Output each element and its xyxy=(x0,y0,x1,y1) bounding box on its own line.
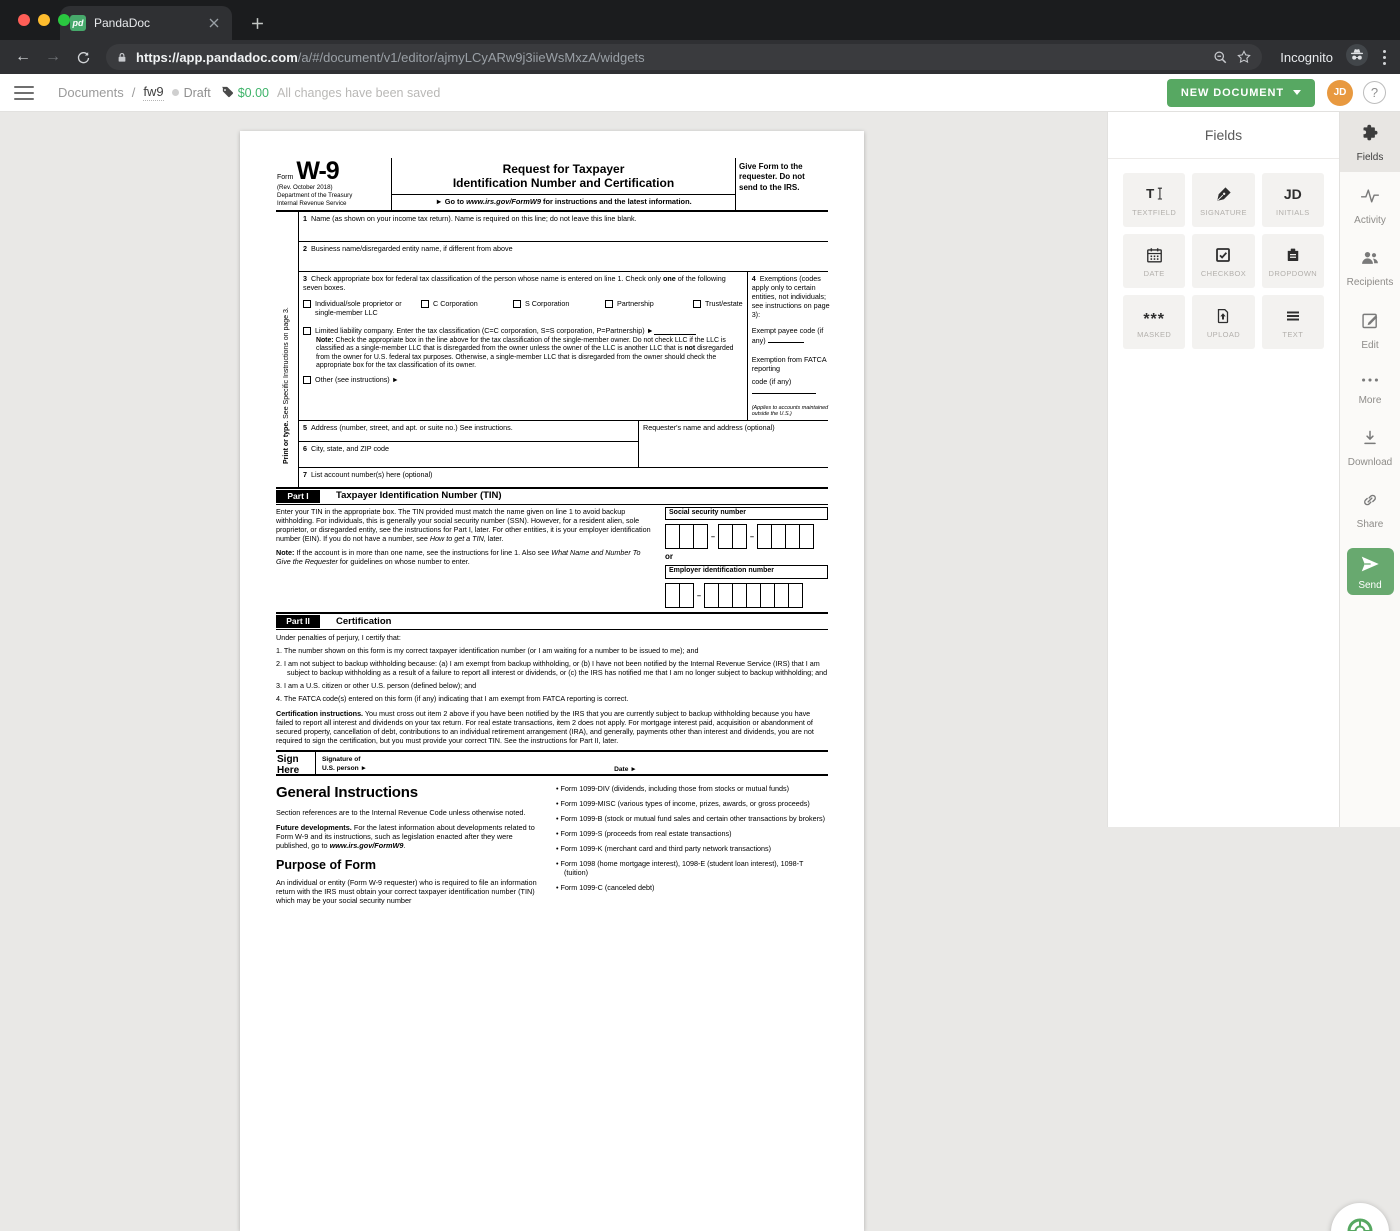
help-button[interactable]: ? xyxy=(1363,81,1386,104)
textfield-icon xyxy=(1144,183,1165,205)
checkbox-llc: Limited liability company. Enter the tax classification (C=C corporation, S=S corporation, P=Partnership) ► xyxy=(303,326,743,335)
date-label: Date ► xyxy=(614,752,828,774)
address-bar[interactable] xyxy=(106,44,1262,70)
browser-tab-strip xyxy=(0,0,1400,40)
form-title-line2: Identification Number and Certification xyxy=(392,177,735,191)
line3-classification: 3 Check appropriate box for federal tax classification of the person whose name is entered on line 1. Check only one of the following seven boxes. Individual/sole proprietor or single-member LLC C Corporation S Corporation Partnership Trust/estate Limited liability company. Enter the tax classification (C=C corporation, S=S corporation, P=Partnership) ► Note: Check the appropriate box in the line above for the tax classification of the single-member owner. Do not check LLC if the LLC is classified as a single-member LLC that is disregarded from the owner unless the owner of the LLC is another LLC that is not disregarded from the owner for U.S. federal tax purposes. Otherwise, a single-member LLC that is disregarded from the owner should check the appropriate box for the tax classification of its owner. Other (see instructions) ► xyxy=(299,272,748,421)
part1-title: Taxpayer Identification Number (TIN) xyxy=(336,490,502,502)
part1-label: Part I xyxy=(276,490,320,503)
certification-item: 1. The number shown on this form is my correct taxpayer identification number (or I am waiting for a number to be issued to me); and xyxy=(276,646,828,655)
form-revision: (Rev. October 2018) xyxy=(277,184,388,192)
certification-item: 4. The FATCA code(s) entered on this form (if any) indicating that I am exempt from FATCA reporting is correct. xyxy=(276,694,828,703)
w9-lines-section xyxy=(298,212,828,488)
forms-bullet-list xyxy=(556,784,828,911)
calendar-icon xyxy=(1145,244,1164,266)
fields-panel xyxy=(1107,112,1339,827)
signature-icon xyxy=(1214,183,1233,205)
maximize-window-button[interactable] xyxy=(58,14,70,26)
part2-label: Part II xyxy=(276,615,320,628)
link-icon xyxy=(1360,490,1380,515)
save-status-text: All changes have been saved xyxy=(277,86,440,100)
certification-item: 2. I am not subject to backup withholding because: (a) I am exempt from backup withholding, or (b) I have not been notified by the Internal Revenue Service (IRS) that I am subject to backup withholding as a result of a failure to report all interest or dividends, or (c) the IRS has notified me that I am no longer subject to backup withholding; and xyxy=(276,659,828,677)
puzzle-icon xyxy=(1360,122,1381,148)
certification-item: 3. I am a U.S. citizen or other U.S. person (defined below); and xyxy=(276,681,828,690)
pulse-icon xyxy=(1359,186,1381,211)
chat-help-bubble[interactable] xyxy=(1331,1203,1389,1231)
or-label: or xyxy=(665,552,828,562)
line6-city-state-zip: 6 City, state, and ZIP code xyxy=(299,442,638,467)
status-badge: Draft xyxy=(184,86,211,100)
ein-label: Employer identification number xyxy=(665,565,828,579)
breadcrumb xyxy=(58,84,164,101)
document-page-w9[interactable] xyxy=(240,131,864,1231)
general-instructions-section xyxy=(276,784,828,911)
ssn-label: Social security number xyxy=(665,507,828,521)
zoom-out-icon[interactable] xyxy=(1213,50,1228,65)
line2-business-name: 2 Business name/disregarded entity name, if different from above xyxy=(299,242,828,272)
rail-item-more[interactable]: More xyxy=(1340,365,1400,414)
right-toolbar xyxy=(1339,112,1400,827)
form-service: Internal Revenue Service xyxy=(277,200,388,208)
browser-toolbar xyxy=(0,40,1400,74)
line7-account-numbers: 7 List account number(s) here (optional) xyxy=(299,468,828,487)
close-window-button[interactable] xyxy=(18,14,30,26)
pandadoc-favicon: pd xyxy=(70,15,86,31)
upload-icon xyxy=(1214,305,1232,327)
checkbox-individual: Individual/sole proprietor or single-member LLC xyxy=(303,299,421,317)
lock-icon xyxy=(116,51,128,64)
field-button-textfield[interactable]: T TEXTFIELD xyxy=(1123,173,1185,227)
checkbox-trust-estate: Trust/estate xyxy=(693,299,743,317)
price-tag-icon[interactable] xyxy=(221,86,234,99)
new-document-button[interactable] xyxy=(1167,79,1315,107)
ein-boxes xyxy=(665,583,828,608)
rail-item-recipients[interactable]: Recipients xyxy=(1340,240,1400,296)
w9-form-header xyxy=(276,158,828,212)
w9-form-title-block xyxy=(392,158,736,210)
form-goto-line: ► Go to www.irs.gov/FormW9 for instructions and the latest information. xyxy=(392,194,735,209)
refresh-icon[interactable] xyxy=(70,44,96,70)
form-department: Department of the Treasury xyxy=(277,192,388,200)
field-button-checkbox[interactable]: CHECKBOX xyxy=(1192,234,1254,288)
paper-plane-icon xyxy=(1359,553,1381,578)
field-button-initials[interactable]: JD INITIALS xyxy=(1262,173,1324,227)
fields-panel-title: Fields xyxy=(1108,112,1339,159)
rail-item-download[interactable]: Download xyxy=(1340,420,1400,476)
irs-url: www.irs.gov/FormW9 xyxy=(466,197,541,206)
form-title-line1: Request for Taxpayer xyxy=(392,163,735,177)
tab-close-icon[interactable] xyxy=(206,15,222,31)
checkbox-c-corporation: C Corporation xyxy=(421,299,513,317)
sign-here-row xyxy=(276,750,828,776)
form-bullet: • Form 1099-S (proceeds from real estate transactions) xyxy=(556,829,828,838)
people-icon xyxy=(1359,248,1381,273)
future-developments: Future developments. For the latest information about developments related to Form W-9 and its instructions, such as legislation enacted after they were published, go to www.irs.gov/FormW9. xyxy=(276,823,538,850)
hamburger-menu-icon[interactable] xyxy=(14,86,34,100)
give-form-note: Give Form to the requester. Do not send to the IRS. xyxy=(736,158,828,210)
app-header xyxy=(0,74,1400,112)
form-word: Form xyxy=(277,174,293,183)
part1-header xyxy=(276,487,828,505)
sign-here-label: Sign Here xyxy=(276,752,316,774)
bookmark-star-icon[interactable] xyxy=(1236,49,1252,65)
ssn-boxes xyxy=(665,524,828,549)
general-instructions-heading: General Instructions xyxy=(276,784,538,803)
document-title[interactable]: fw9 xyxy=(143,84,163,101)
field-button-text[interactable]: TEXT xyxy=(1262,295,1324,349)
form-bullet: • Form 1098 (home mortgage interest), 1098-E (student loan interest), 1098-T (tuition) xyxy=(556,859,828,877)
url-domain: https://app.pandadoc.com xyxy=(136,50,298,65)
checkbox-other: Other (see instructions) ► xyxy=(303,375,743,384)
user-avatar[interactable]: JD xyxy=(1327,80,1353,106)
field-button-upload[interactable]: UPLOAD xyxy=(1192,295,1254,349)
new-tab-button[interactable] xyxy=(244,10,270,36)
download-icon xyxy=(1360,428,1380,453)
purpose-of-form-text: An individual or entity (Form W-9 requester) who is required to file an information return with the IRS must obtain your correct taxpayer identification number (TIN) which may be your social security number xyxy=(276,878,538,905)
minimize-window-button[interactable] xyxy=(38,14,50,26)
form-bullet: • Form 1099-K (merchant card and third party network transactions) xyxy=(556,844,828,853)
checkbox-s-corporation: S Corporation xyxy=(513,299,605,317)
w9-form-id-block xyxy=(276,158,392,210)
breadcrumb-documents-link[interactable]: Documents xyxy=(58,85,124,100)
part1-body: Enter your TIN in the appropriate box. The TIN provided must match the name given on line 1 to avoid backup withholding. For individuals, this is generally your social security number (SSN). However, for a resident alien, sole proprietor, or disregarded entity, see the instructions for Part I, later. For other entities, it is your employer identification number (EIN). If you do not have a number, see How to get a TIN, later. Note: If the account is in more than one name, see the instructions for line 1. Also see What Name and Number To Give the Requester for guidelines on whose number to enter. Social security number – – or Employer identification number – xyxy=(276,505,828,613)
fatca-exemption-code: Exemption from FATCA reporting code (if any) xyxy=(752,355,834,396)
incognito-label: Incognito xyxy=(1280,50,1333,65)
tab-title: PandaDoc xyxy=(94,16,198,30)
form-number: W-9 xyxy=(296,161,338,182)
back-icon[interactable]: ← xyxy=(10,44,36,70)
field-button-dropdown[interactable]: DROPDOWN xyxy=(1262,234,1324,288)
form-bullet: • Form 1099-MISC (various types of income, prizes, awards, or gross proceeds) xyxy=(556,799,828,808)
masked-icon: *** xyxy=(1143,305,1165,327)
status-dot xyxy=(172,89,179,96)
text-lines-icon xyxy=(1284,305,1302,327)
part2-header xyxy=(276,612,828,630)
svg-text:T: T xyxy=(1146,186,1154,201)
print-or-type-side-label: Print or type. See Specific Instructions on page 3. xyxy=(277,248,297,464)
form-bullet: • Form 1099-C (canceled debt) xyxy=(556,883,828,892)
certification-intro: Under penalties of perjury, I certify that: xyxy=(276,633,828,642)
url-text xyxy=(136,50,1205,65)
field-button-signature[interactable]: SIGNATURE xyxy=(1192,173,1254,227)
editor-canvas xyxy=(0,112,1107,827)
checkbox-icon xyxy=(1214,244,1232,266)
fatca-applies-note: (Applies to accounts maintained outside the U.S.) xyxy=(752,405,834,419)
incognito-icon xyxy=(1345,43,1369,72)
line4-exemptions: 4 Exemptions (codes apply only to certain entities, not individuals; see instructions on page 3): Exempt payee code (if any) Exemption from FATCA reporting code (if any) (Applies to accounts maintained outside the U.S.) xyxy=(748,272,838,421)
line3-note: Note: Check the appropriate box in the line above for the tax classification of the single-member owner. Do not check LLC if the LLC is classified as a single-member LLC that is disregarded from the owner unless the owner of the LLC is another LLC that is not disregarded from the owner for U.S. federal tax purposes. Otherwise, a single-member LLC that is disregarded from the owner should check the appropriate box for the tax classification of its owner. xyxy=(316,337,743,372)
help-ring-icon xyxy=(1345,1216,1375,1231)
field-button-date[interactable]: DATE xyxy=(1123,234,1185,288)
new-document-label: NEW DOCUMENT xyxy=(1181,87,1284,99)
purpose-of-form-heading: Purpose of Form xyxy=(276,858,538,874)
part2-title: Certification xyxy=(336,616,391,628)
initials-icon: JD xyxy=(1284,183,1302,205)
edit-icon xyxy=(1360,310,1381,336)
send-button[interactable]: Send xyxy=(1347,548,1394,595)
field-button-masked[interactable]: *** MASKED xyxy=(1123,295,1185,349)
certification-instructions: Certification instructions. You must cross out item 2 above if you have been notified by the IRS that you are currently subject to backup withholding because you have failed to report all interest and dividends on your tax return. For real estate transactions, item 2 does not apply. For mortgage interest paid, acquisition or abandonment of secured property, cancellation of debt, contributions to an individual retirement arrangement (IRA), and generally, payments other than interest and dividends, you are not required to sign the certification, but you must provide your correct TIN. See the instructions for Part II, later. xyxy=(276,709,828,745)
breadcrumb-separator: / xyxy=(132,85,136,100)
rail-item-edit[interactable]: Edit xyxy=(1340,302,1400,359)
rail-item-share[interactable]: Share xyxy=(1340,482,1400,538)
line5-address: 5 Address (number, street, and apt. or suite no.) See instructions. xyxy=(299,421,638,442)
document-price[interactable]: $0.00 xyxy=(238,86,269,100)
signature-of-label: Signature of U.S. person ► xyxy=(316,752,614,774)
part2-body xyxy=(276,633,828,745)
requester-name-box: Requester's name and address (optional) xyxy=(638,421,828,467)
browser-tab[interactable] xyxy=(60,6,232,40)
line1-name: 1 Name (as shown on your income tax return). Name is required on this line; do not leave this line blank. xyxy=(299,212,828,242)
dropdown-icon xyxy=(1284,244,1302,266)
chevron-down-icon xyxy=(1293,90,1301,95)
form-bullet: • Form 1099-DIV (dividends, including those from stocks or mutual funds) xyxy=(556,784,828,793)
more-dots-icon xyxy=(1359,373,1381,391)
section-references: Section references are to the Internal Revenue Code unless otherwise noted. xyxy=(276,808,538,817)
forward-icon[interactable]: → xyxy=(40,44,66,70)
browser-menu-icon[interactable] xyxy=(1383,50,1386,65)
exempt-payee-code: Exempt payee code (if any) xyxy=(752,326,834,345)
url-path: /a/#/document/v1/editor/ajmyLCyARw9j3iieWsMxzA/widgets xyxy=(298,50,645,65)
window-controls xyxy=(18,14,70,26)
form-bullet: • Form 1099-B (stock or mutual fund sales and certain other transactions by brokers) xyxy=(556,814,828,823)
rail-item-fields[interactable]: Fields xyxy=(1340,112,1400,172)
rail-item-activity[interactable]: Activity xyxy=(1340,178,1400,234)
checkbox-partnership: Partnership xyxy=(605,299,693,317)
